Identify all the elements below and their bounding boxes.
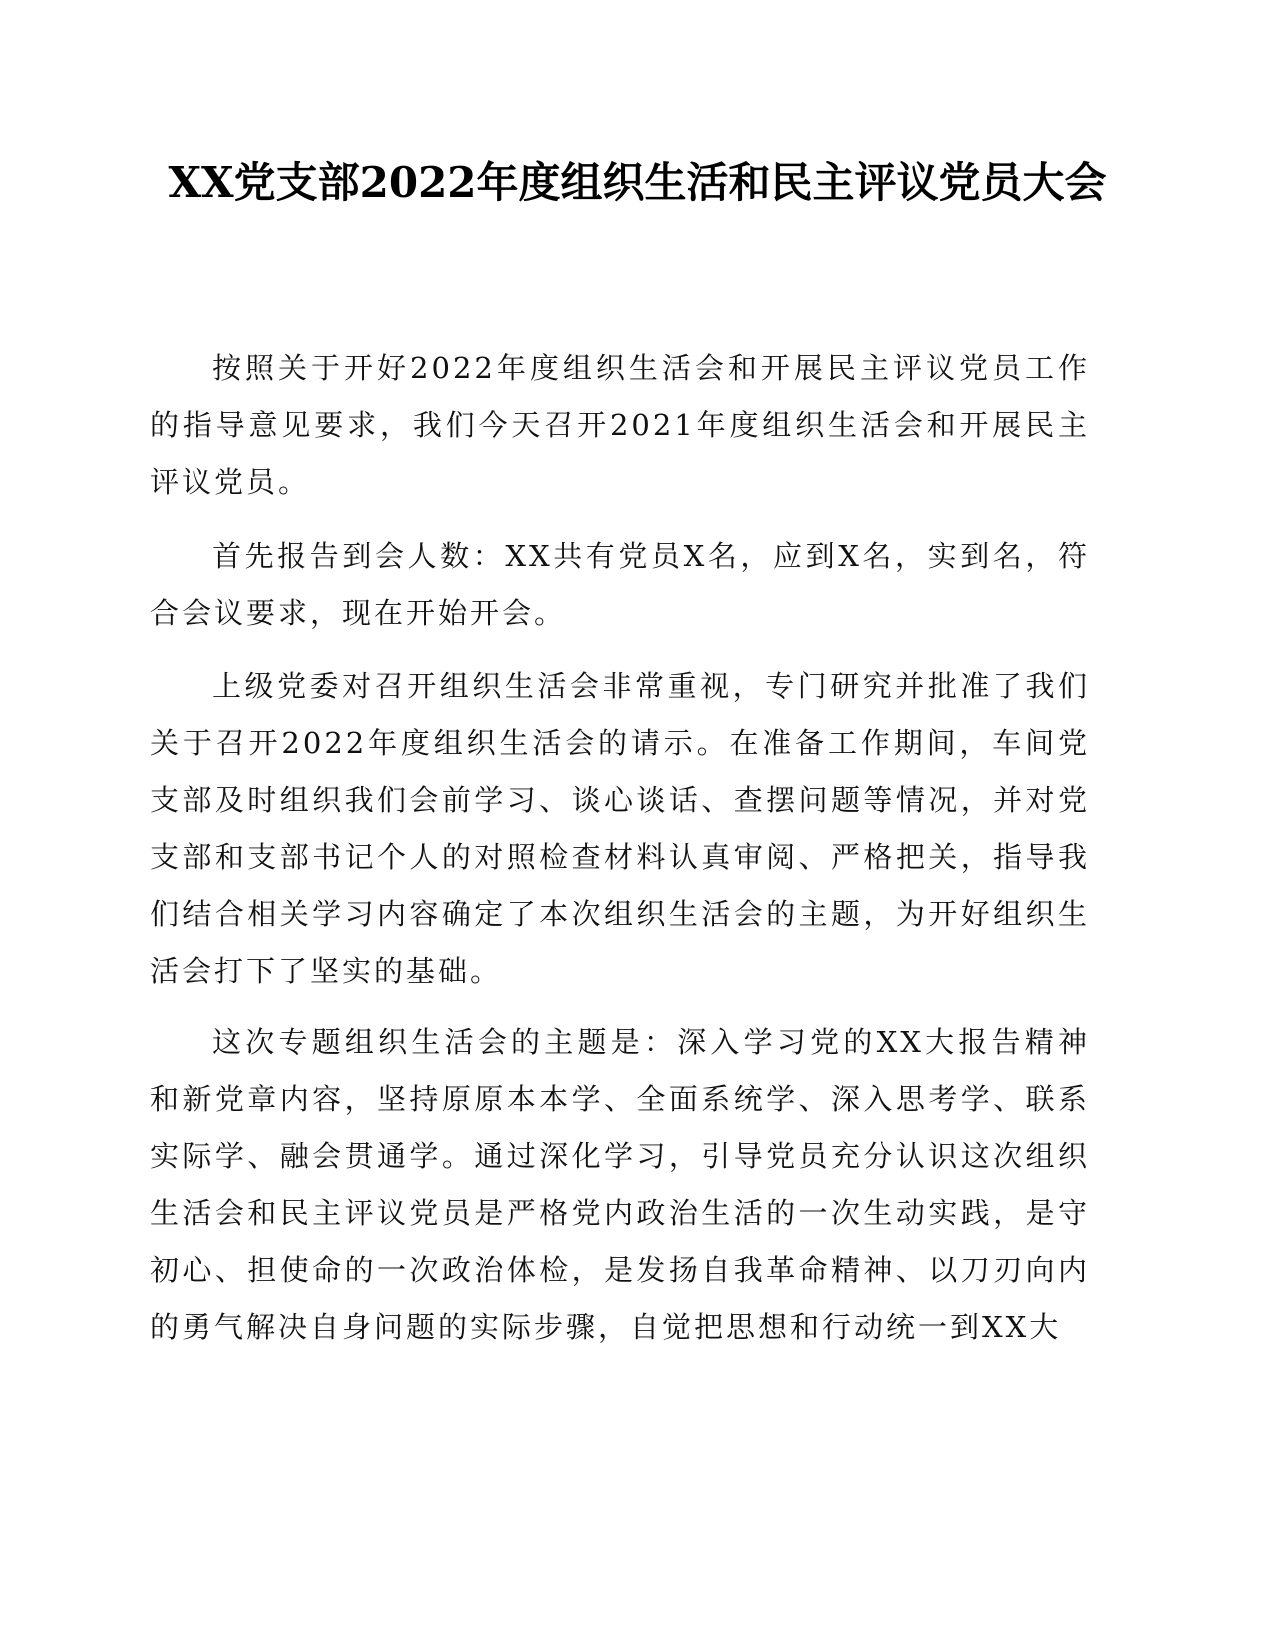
paragraph-attendance-report: 首先报告到会人数：XX共有党员X名，应到X名，实到名，符合会议要求，现在开始开会。 [150, 539, 1090, 630]
paragraph-preparation-work: 上级党委对召开组织生活会非常重视，专门研究并批准了我们关于召开2022年度组织生活会的请示。在准备工作期间，车间党支部及时组织我们会前学习、谈心谈话、查摆问题等情况，并对党支部和支部书记个人的对照检查材料认真审阅、严格把关，指导我们结合相关学习内容确定了本次组织生活会的主题，为开好组织生活会打下了坚实的基础。 [150, 669, 1090, 988]
document-title: XX党支部2022年度组织生活和民主评议党员大会 [168, 158, 1107, 207]
paragraph-meeting-theme: 这次专题组织生活会的主题是：深入学习党的XX大报告精神和新党章内容，坚持原原本本学、全面系统学、深入思考学、联系实际学、融会贯通学。通过深化学习，引导党员充分认识这次组织生活会和民主评议党员是严格党内政治生活的一次生动实践，是守初心、担使命的一次政治体检，是发扬自我革命精神、以刀刃向内的勇气解决自身问题的实际步骤，自觉把思想和行动统一到XX大 [150, 1025, 1090, 1344]
paragraph-meeting-purpose: 按照关于开好2022年度组织生活会和开展民主评议党员工作的指导意见要求，我们今天召开2021年度组织生活会和开展民主评议党员。 [150, 351, 1090, 499]
